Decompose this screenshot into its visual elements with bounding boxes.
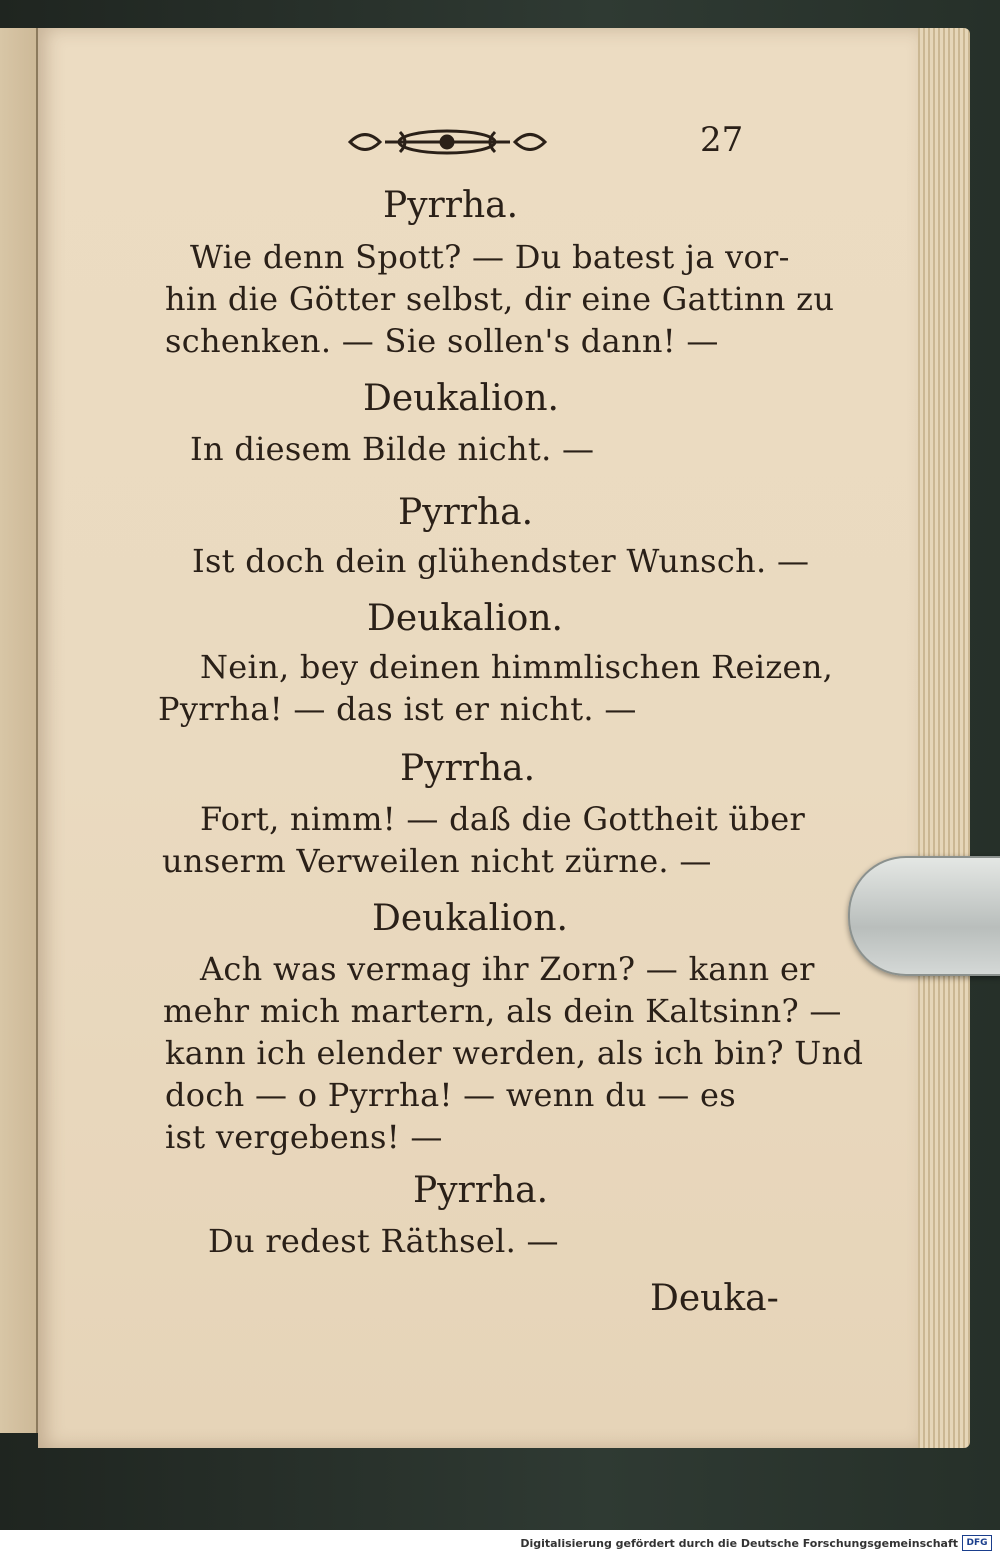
- text-line: kann ich elender werden, als ich bin? Und: [165, 1034, 864, 1072]
- speaker-name: Pyrrha.: [398, 492, 534, 533]
- speaker-name: Deukalion.: [367, 598, 563, 639]
- text-line: Du redest Räthsel. —: [208, 1222, 559, 1260]
- text-line: unserm Verweilen nicht zürne. —: [162, 842, 712, 880]
- text-line: Nein, bey deinen himmlischen Reizen,: [200, 648, 834, 686]
- catchword: Deuka-: [650, 1278, 779, 1319]
- text-line: mehr mich martern, als dein Kaltsinn? —: [163, 992, 842, 1030]
- text-line: hin die Götter selbst, dir eine Gattinn zu: [165, 280, 835, 318]
- previous-page-edge: [0, 28, 38, 1433]
- text-line: Pyrrha! — das ist er nicht. —: [158, 690, 637, 728]
- speaker-name: Pyrrha.: [413, 1170, 549, 1211]
- speaker-name: Pyrrha.: [383, 185, 519, 226]
- text-line: doch — o Pyrrha! — wenn du — es: [165, 1076, 736, 1114]
- text-line: schenken. — Sie sollen's dann! —: [165, 322, 719, 360]
- footer-credit: Digitalisierung gefördert durch die Deutsche Forschungsgemeinschaft: [520, 1537, 958, 1550]
- page-clip: [848, 856, 1000, 976]
- text-line: Fort, nimm! — daß die Gottheit über: [200, 800, 806, 838]
- text-line: Wie denn Spott? — Du batest ja vor-: [190, 238, 790, 276]
- text-line: ist vergebens! —: [165, 1118, 443, 1156]
- dfg-logo-icon: DFG: [962, 1535, 992, 1551]
- text-line: Ist doch dein glühendster Wunsch. —: [192, 542, 810, 580]
- ornament-icon: [345, 122, 550, 162]
- page-number: 27: [700, 120, 744, 160]
- text-line: In diesem Bilde nicht. —: [190, 430, 595, 468]
- text-line: Ach was vermag ihr Zorn? — kann er: [200, 950, 815, 988]
- speaker-name: Deukalion.: [363, 378, 559, 419]
- speaker-name: Deukalion.: [372, 898, 568, 939]
- speaker-name: Pyrrha.: [400, 748, 536, 789]
